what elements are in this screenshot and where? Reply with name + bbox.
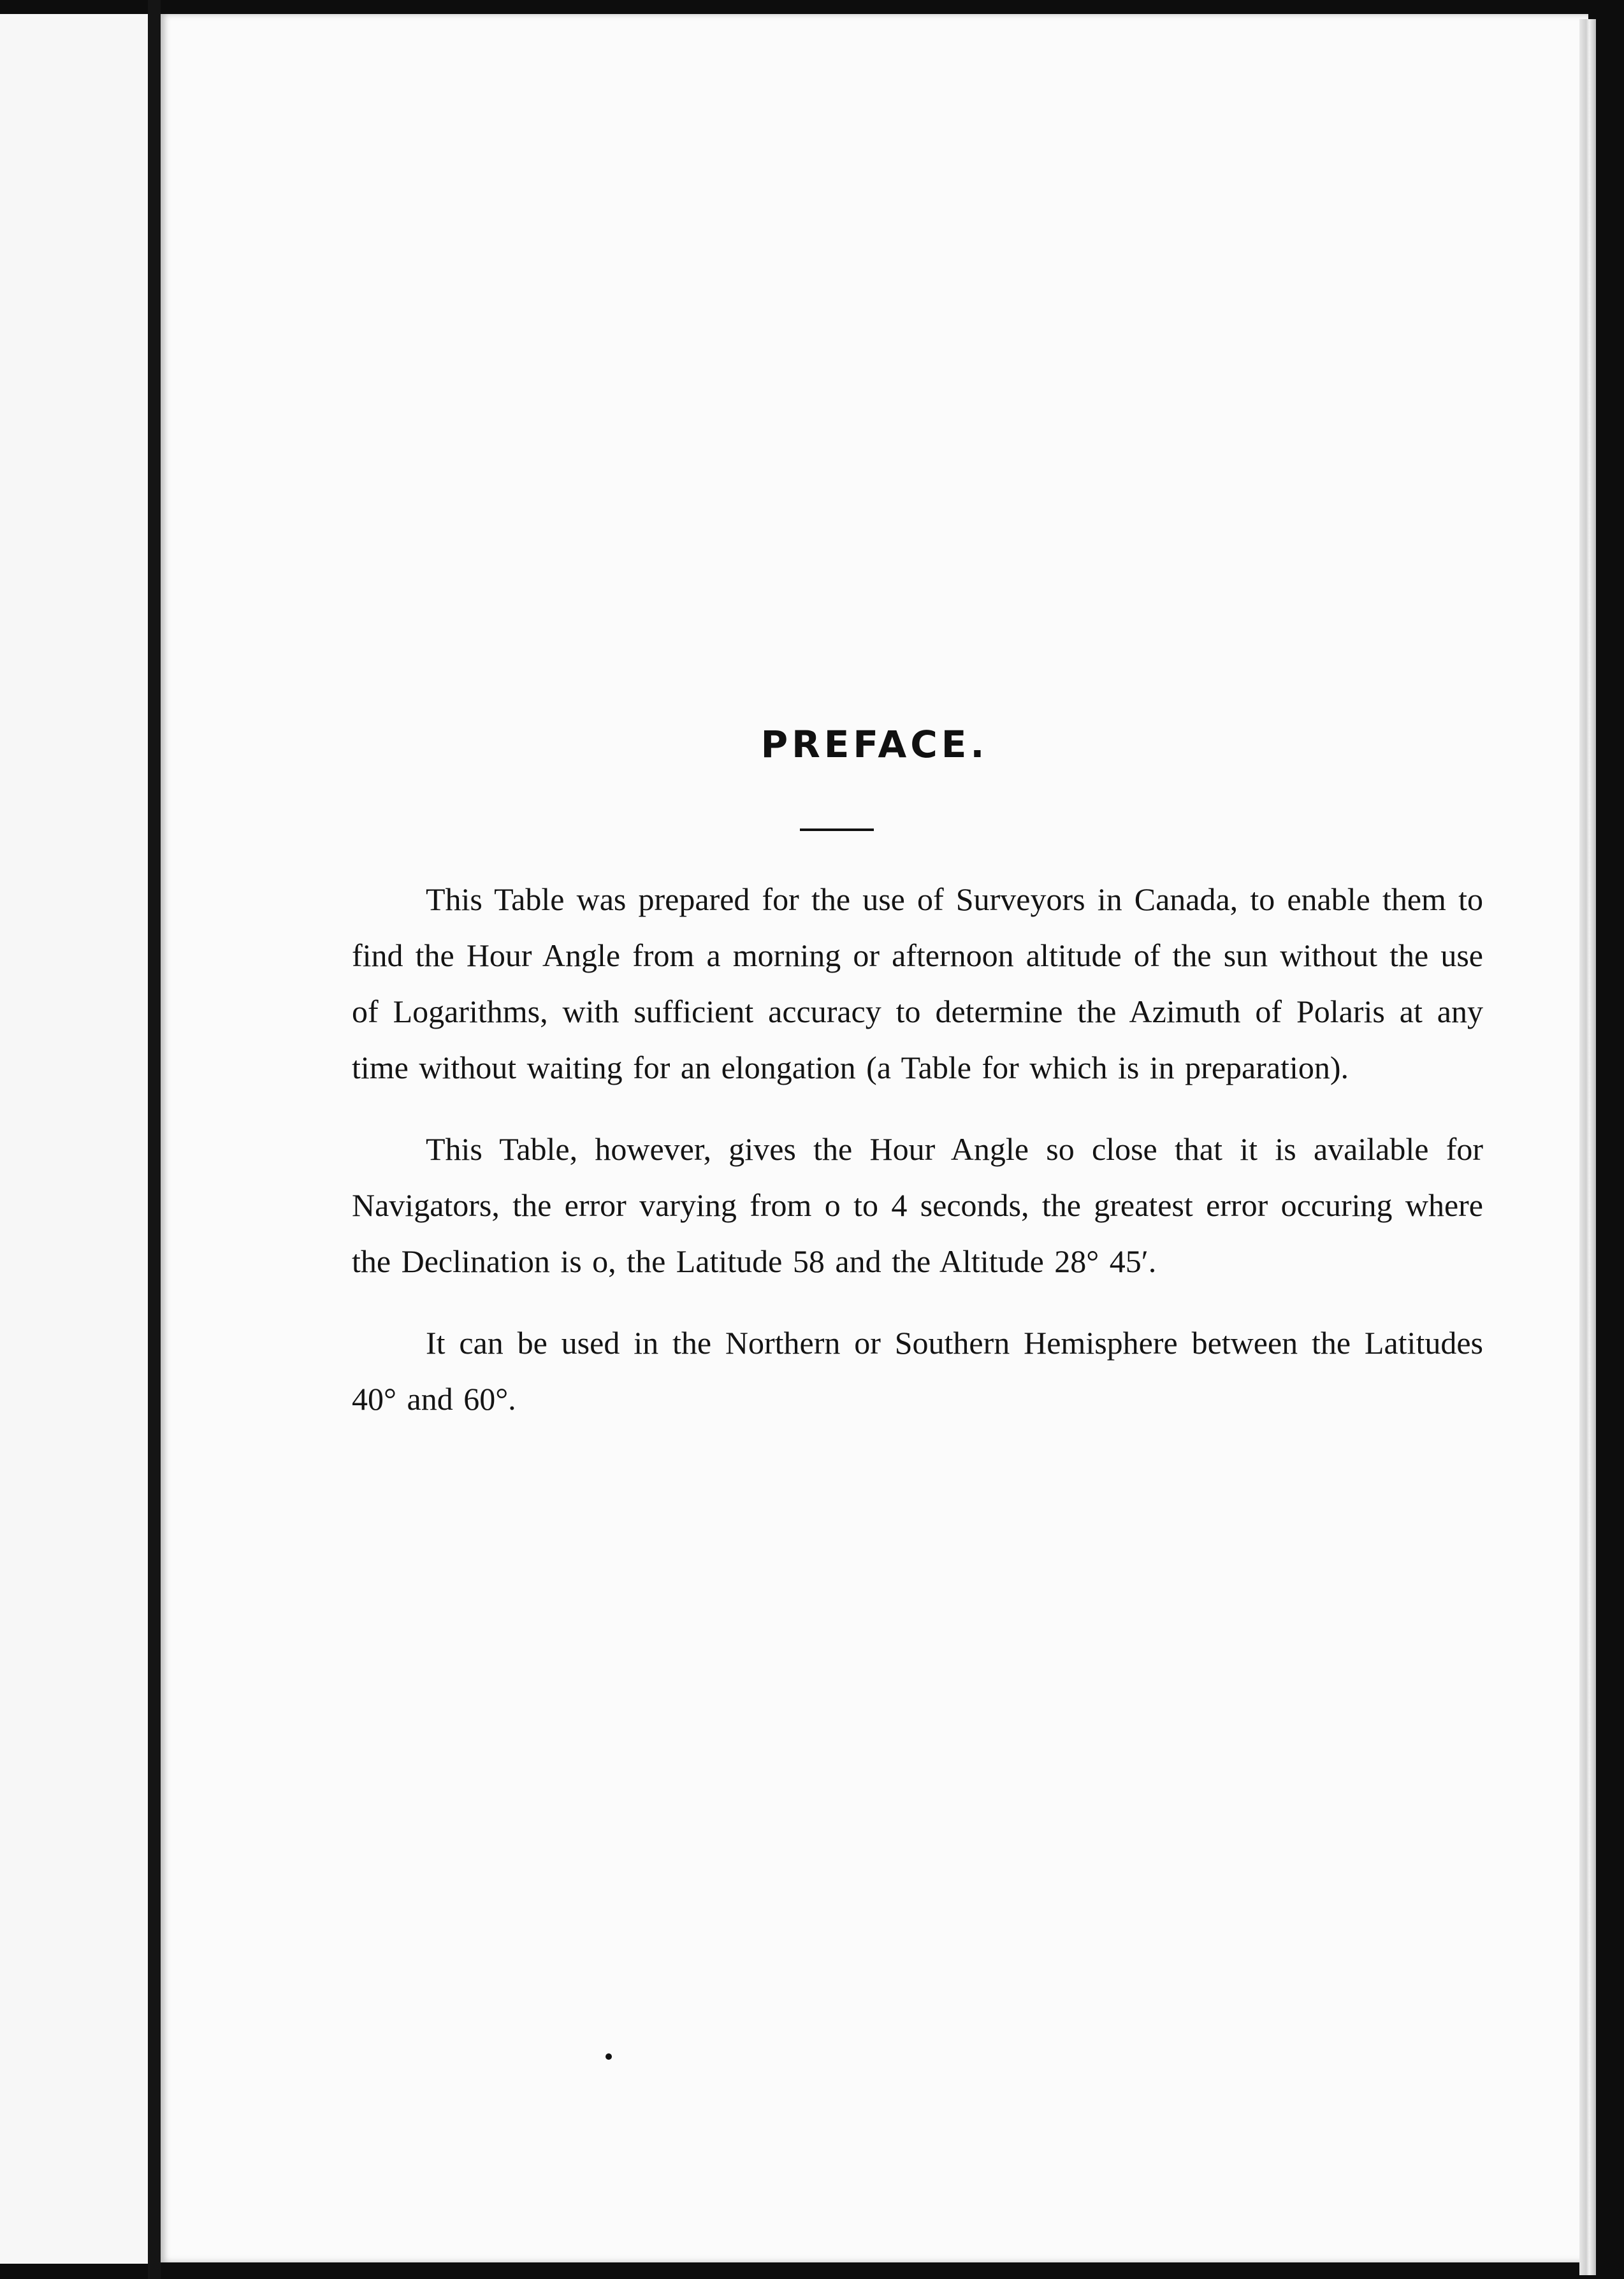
left-page-edge <box>0 14 148 2264</box>
ink-dot <box>605 2053 612 2060</box>
paragraph-accuracy: This Table, however, gives the Hour Angle so close that it is available for Navigators, the error varying from o to 4 seconds, the greatest error occuring where the Declination is o, the Latitude 58 and the Altitude 28° 45′. <box>352 1131 1483 1279</box>
preface-page <box>161 14 1588 2262</box>
paragraph-purpose: This Table was prepared for the use of Surveyors in Canada, to enable them to find the Hour Angle from a morning or afternoon altitude of the sun without the use of Logarithms, with sufficient accuracy to determine the Azimuth of Polaris at any time without waiting for an elongation (a Table for which is in preparation). <box>352 881 1483 1085</box>
page-title: PREFACE. <box>760 723 989 766</box>
preface-body <box>352 871 1483 1452</box>
title-rule <box>800 828 874 831</box>
book-gutter <box>148 0 161 2279</box>
paragraph-hemisphere: It can be used in the Northern or Southern Hemisphere between the Latitudes 40° and 60°. <box>352 1325 1483 1417</box>
page-stack-edge <box>1579 19 1596 2275</box>
